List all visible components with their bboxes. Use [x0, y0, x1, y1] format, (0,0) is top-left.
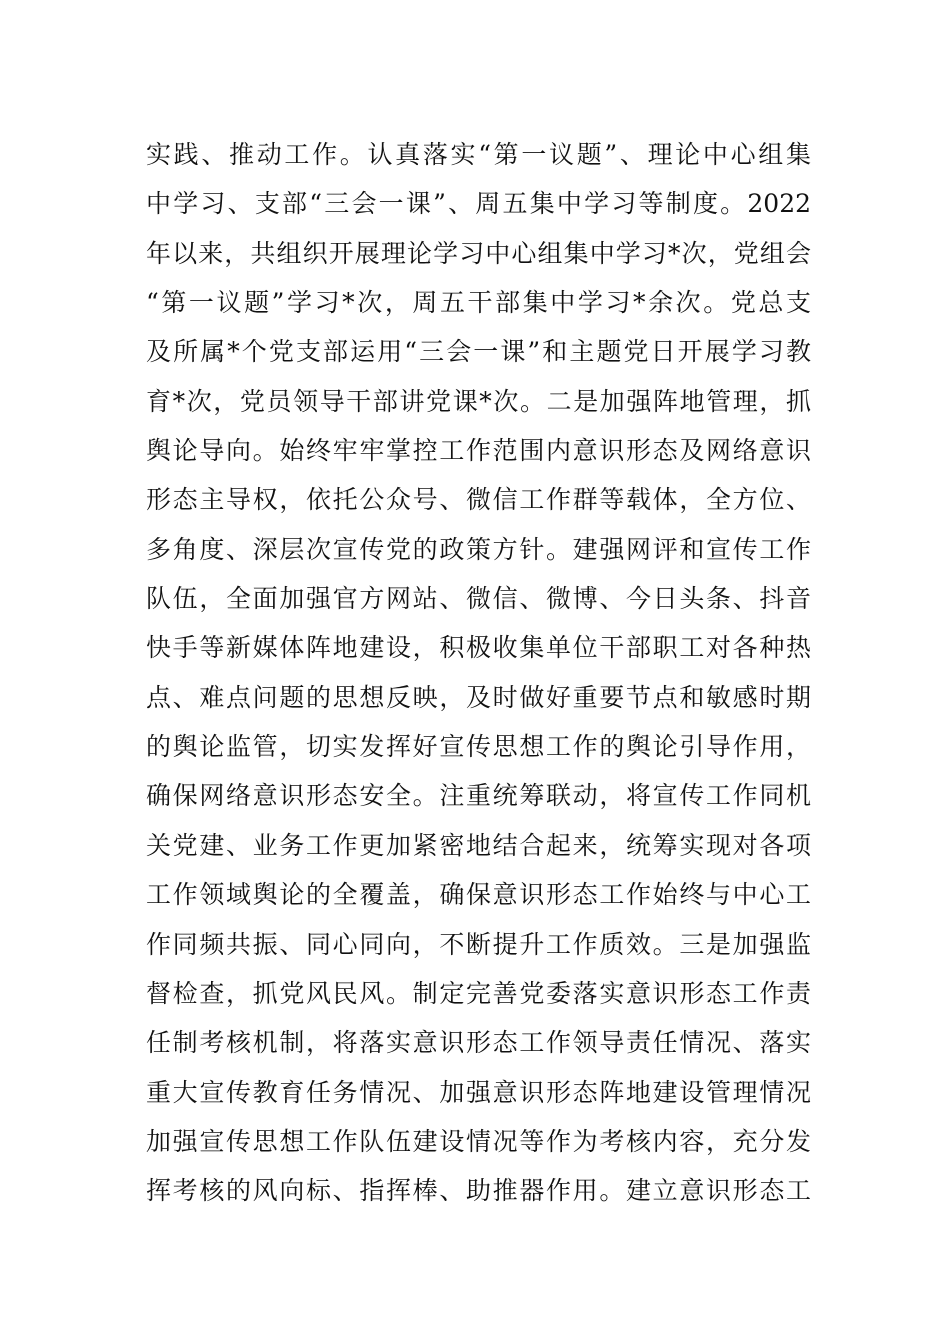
text-line: 督检查，抓党风民风。制定完善党委落实意识形态工作责 — [146, 978, 811, 1008]
text-line: 快手等新媒体阵地建设，积极收集单位干部职工对各种热 — [146, 633, 811, 663]
text-line: 及所属*个党支部运用“三会一课”和主题党日开展学习教 — [146, 337, 811, 367]
text-line: 工作领域舆论的全覆盖，确保意识形态工作始终与中心工 — [146, 880, 811, 910]
text-line: 队伍，全面加强官方网站、微信、微博、今日头条、抖音 — [146, 584, 811, 614]
text-line: 多角度、深层次宣传党的政策方针。建强网评和宣传工作 — [146, 534, 811, 564]
body-paragraph — [146, 130, 811, 1216]
text-line: 育*次，党员领导干部讲党课*次。二是加强阵地管理，抓 — [146, 386, 811, 416]
text-line: 形态主导权，依托公众号、微信工作群等载体，全方位、 — [146, 485, 811, 515]
text-line: “第一议题”学习*次，周五干部集中学习*余次。党总支 — [146, 288, 811, 318]
text-line: 中学习、支部“三会一课”、周五集中学习等制度。2022 — [146, 189, 811, 219]
text-line: 关党建、业务工作更加紧密地结合起来，统筹实现对各项 — [146, 830, 811, 860]
text-line: 挥考核的风向标、指挥棒、助推器作用。建立意识形态工 — [146, 1176, 811, 1206]
text-line: 点、难点问题的思想反映，及时做好重要节点和敏感时期 — [146, 682, 811, 712]
text-line: 加强宣传思想工作队伍建设情况等作为考核内容，充分发 — [146, 1126, 811, 1156]
text-line: 的舆论监管，切实发挥好宣传思想工作的舆论引导作用， — [146, 732, 811, 762]
text-line: 年以来，共组织开展理论学习中心组集中学习*次，党组会 — [146, 238, 811, 268]
text-line: 任制考核机制，将落实意识形态工作领导责任情况、落实 — [146, 1028, 811, 1058]
text-line: 作同频共振、同心同向，不断提升工作质效。三是加强监 — [146, 929, 811, 959]
text-line: 确保网络意识形态安全。注重统筹联动，将宣传工作同机 — [146, 781, 811, 811]
text-line: 舆论导向。始终牢牢掌控工作范围内意识形态及网络意识 — [146, 436, 811, 466]
text-line: 实践、推动工作。认真落实“第一议题”、理论中心组集 — [146, 140, 811, 169]
text-line: 重大宣传教育任务情况、加强意识形态阵地建设管理情况 — [146, 1077, 811, 1107]
